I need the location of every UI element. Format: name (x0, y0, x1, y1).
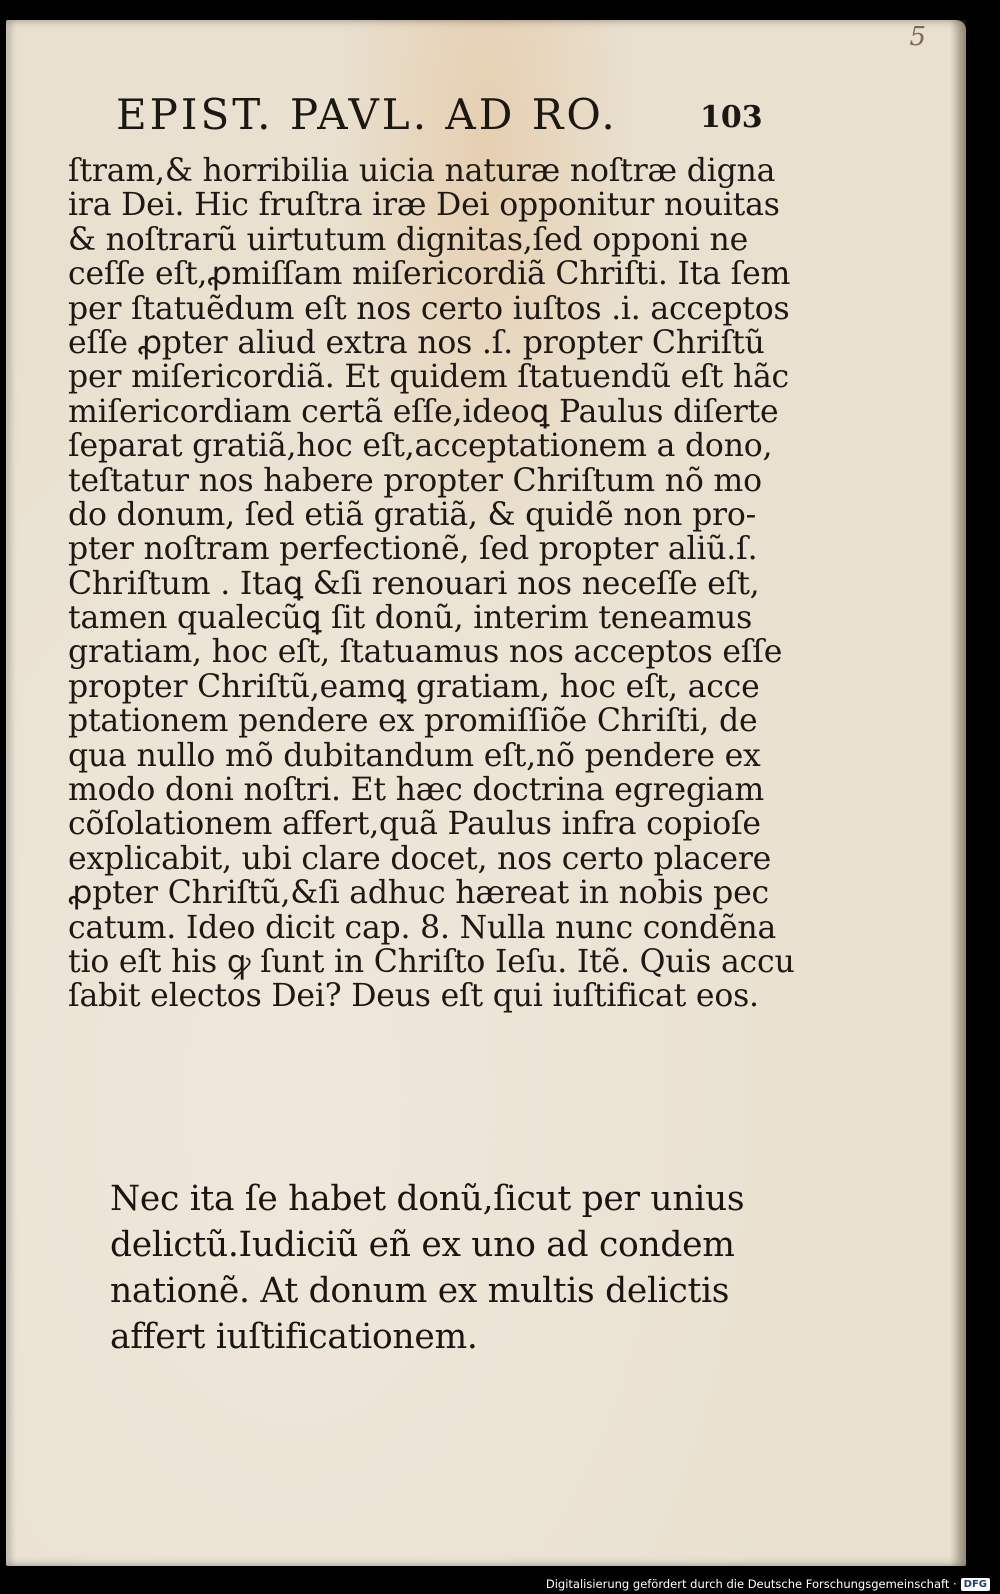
text-line: qua nullo mõ dubitandum eſt,nõ pendere ex (68, 737, 761, 774)
running-head: EPIST. PAVL. AD RO. (116, 90, 618, 139)
book-page (6, 20, 966, 1566)
dfg-logo: DFG (961, 1578, 990, 1591)
folio-number: 103 (700, 100, 763, 135)
corner-mark: 5 (909, 22, 926, 52)
text-line: ſabit electos Dei? Deus eſt qui iuſtificat eos. (68, 978, 759, 1015)
text-line: ira Dei. Hic fruſtra iræ Dei opponitur nouitas (68, 187, 780, 224)
text-line: ſtram,& horribilia uicia naturæ noſtræ digna (68, 153, 776, 189)
text-line: & noſtrarũ uirtutum dignitas,ſed opponi ne (68, 221, 749, 258)
text-line: per miſericordiã. Et quidem ſtatuendũ eſt hãc (68, 359, 789, 396)
text-line: Chriſtum . Itaꝗ &ſi renouari nos neceſſe eſt, (68, 565, 760, 602)
verse-line: affert iuſtificationem. (110, 1317, 478, 1357)
page-gutter-shadow (950, 20, 966, 1566)
text-line: ꝓpter Chriſtũ,&ſi adhuc hæreat in nobis pec (68, 875, 769, 912)
text-line: tamen qualecũꝗ ſit donũ, interim teneamus (68, 600, 753, 637)
scripture-verse (110, 1176, 810, 1360)
digitization-credit (546, 1577, 990, 1591)
text-line: pter noſtram perfectionẽ, ſed propter aliũ.ſ. (68, 531, 758, 568)
credit-text: Digitalisierung gefördert durch die Deutsche Forschungsgemeinschaft · (545, 1577, 957, 1591)
text-line: catum. Ideo dicit cap. 8. Nulla nunc condẽna (68, 909, 777, 946)
text-line: propter Chriſtũ,eamꝗ gratiam, hoc eſt, acce (68, 668, 760, 705)
text-line: ceſſe eſt,ꝓmiſſam miſericordiã Chriſti. Ita ſem (68, 256, 791, 293)
text-line: ptationem pendere ex promiſſiõe Chriſti, de (68, 703, 758, 740)
text-line: per ſtatuẽdum eſt nos certo iuſtos .i. acceptos (68, 290, 790, 327)
text-line: miſericordiam certã eſſe,ideoꝗ Paulus diſerte (68, 393, 779, 430)
text-line: modo doni noſtri. Et hæc doctrina egregiam (68, 772, 765, 809)
verse-line: Nec ita ſe habet donũ,ſicut per unius (110, 1179, 745, 1219)
text-line: ſeparat gratiã,hoc eſt,acceptationem a dono, (68, 428, 773, 465)
text-line: explicabit, ubi clare docet, nos certo placere (68, 840, 772, 877)
verse-line: nationẽ. At donum ex multis delictis (110, 1271, 730, 1311)
text-line: teſtatur nos habere propter Chriſtum nõ mo (68, 462, 762, 499)
text-line: gratiam, hoc eſt, ſtatuamus nos acceptos eſſe (68, 634, 783, 671)
verse-line: delictũ.Iudiciũ eñ ex uno ad condem (110, 1225, 735, 1265)
text-line: tio eſt his ꝙ ſunt in Chriſto Ieſu. Itẽ. Quis accu (68, 943, 795, 980)
text-line: cõſolationem affert,quã Paulus infra copioſe (68, 806, 761, 843)
text-line: do donum, ſed etiã gratiã, & quidẽ non pro- (68, 496, 757, 533)
text-line: eſſe ꝓpter aliud extra nos .ſ. propter Chriſtũ (68, 324, 765, 361)
commentary-text (68, 154, 808, 1014)
